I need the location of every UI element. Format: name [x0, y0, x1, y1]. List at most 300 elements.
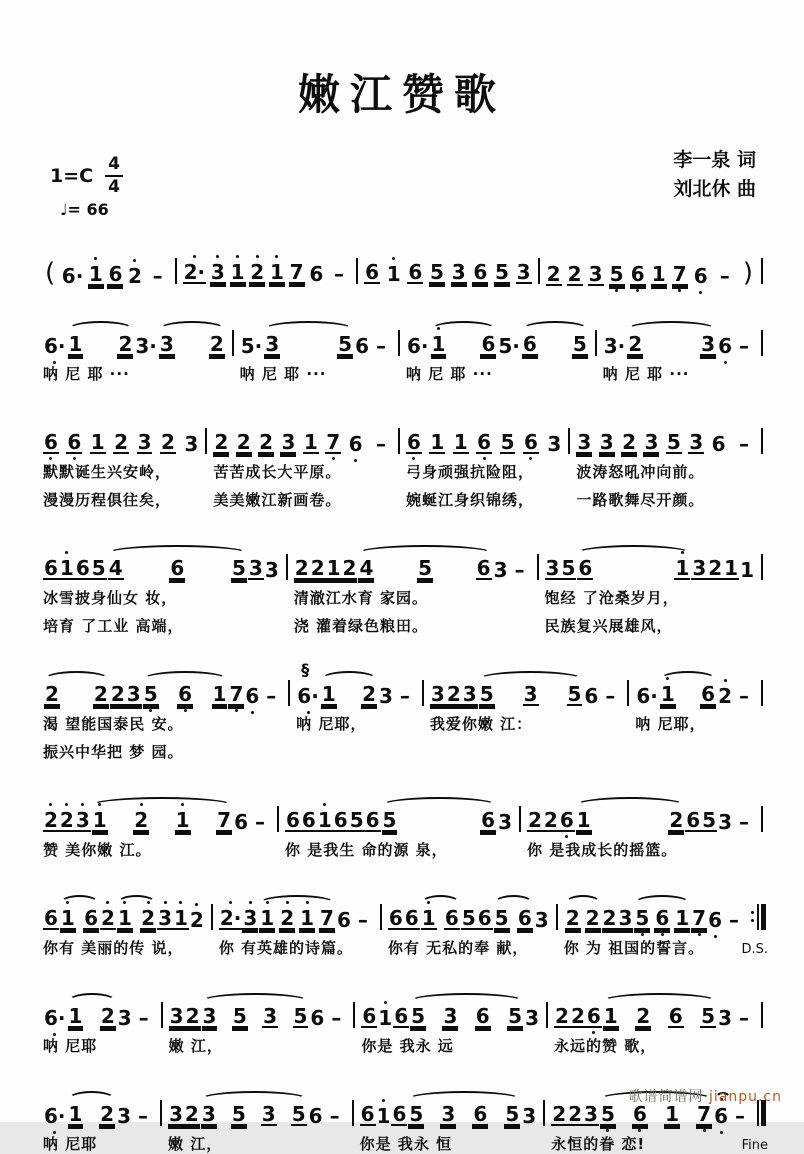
note: 1 [430, 430, 445, 454]
note: 6 [362, 1004, 377, 1028]
note: 3 [261, 1102, 276, 1126]
note: 2 [555, 1004, 569, 1028]
note: 2 [100, 1102, 115, 1126]
barline [761, 258, 763, 284]
notation-system [40, 414, 766, 510]
dash-note: – [729, 908, 739, 932]
slur-arc [478, 684, 584, 706]
repeat-dots [751, 904, 755, 930]
lyric-line: 渴 望能国泰民 安。 [43, 715, 184, 733]
notes-row [361, 1004, 540, 1028]
note: 6· [43, 1008, 67, 1028]
note: 5 [609, 264, 625, 286]
note: 4 [359, 556, 374, 580]
octave-dot-above [286, 901, 289, 904]
note: 6 [177, 684, 193, 706]
notes-row [285, 808, 513, 832]
octave-dot-below [638, 1129, 641, 1132]
note: 3 [577, 430, 592, 454]
tempo-marking [60, 200, 109, 219]
note: 2· [183, 262, 207, 284]
barline [398, 428, 400, 454]
note: 3 [493, 558, 508, 582]
note: 3 [692, 556, 707, 580]
note: 6 [473, 260, 488, 284]
note: 2 [110, 682, 125, 706]
lyric-line: 呐 尼耶， [296, 715, 367, 733]
barline [353, 1002, 355, 1028]
notes-row [169, 1004, 348, 1028]
note: 2 [184, 1102, 199, 1126]
lyric-line: 漫漫历程俱往矣， [43, 491, 172, 509]
lyric-line: 一路歌舞尽开颜。 [576, 491, 705, 509]
note: 1 [299, 908, 315, 930]
note: 2 [446, 682, 461, 706]
octave-dot-below [73, 457, 76, 460]
octave-dot-above [266, 901, 269, 904]
octave-dot-below [720, 1131, 723, 1134]
dash-note: – [738, 684, 749, 708]
note: 7 [320, 906, 334, 930]
octave-dot-above [427, 901, 430, 904]
note: 4 [108, 556, 123, 580]
slur-arc [142, 684, 229, 706]
octave-dot-below [606, 1129, 609, 1132]
note: 7 [696, 1104, 712, 1126]
note: 1 [173, 908, 189, 930]
barline [211, 904, 213, 930]
measure [573, 414, 758, 510]
note: 1 [660, 684, 676, 706]
note: 1 [740, 558, 754, 582]
note: 3 [202, 1004, 217, 1028]
note: 3 [201, 1102, 216, 1126]
note: 6 [286, 808, 300, 832]
note: 3 [248, 556, 263, 580]
octave-dot-below [565, 835, 568, 838]
octave-dot-below [332, 457, 335, 460]
note: 6 [578, 556, 593, 580]
slur-arc [659, 684, 717, 706]
octave-dot-above [140, 803, 143, 806]
slur-arc [602, 1006, 717, 1028]
note: 6· [43, 336, 67, 356]
octave-dot-above [437, 327, 440, 330]
meter-numerator: 4 [105, 156, 123, 177]
note: 2 [189, 910, 205, 930]
dash-note: – [331, 1006, 342, 1030]
note: 6 [408, 260, 423, 284]
barline [286, 554, 288, 580]
note: 5 [349, 808, 364, 832]
note: 1 [376, 1106, 392, 1126]
barline [546, 1002, 548, 1028]
measure [293, 660, 419, 734]
dash-note: – [334, 262, 345, 286]
note: 5 [232, 1004, 247, 1028]
note: 1 [675, 906, 690, 930]
note: 5 [479, 682, 494, 706]
note: 3 [644, 430, 659, 454]
note: 5 [500, 430, 515, 454]
lyric-line: 呐 尼 耶 ··· [43, 365, 130, 383]
note: 5· [498, 334, 520, 358]
note: 6 [559, 810, 575, 832]
note: 2 [362, 682, 376, 706]
note: 5 [382, 808, 397, 832]
note: 2 [628, 332, 643, 356]
lyric-line: 你有 无私的奉 献， [387, 939, 529, 957]
barline [568, 428, 570, 454]
slur-arc [626, 334, 717, 356]
measure [237, 316, 395, 384]
note: 2 [565, 906, 580, 930]
note: 1 [68, 332, 83, 356]
octave-dot-above [94, 257, 97, 260]
barline [761, 806, 763, 832]
measure [216, 890, 377, 958]
note: 2 [552, 1102, 567, 1126]
slur-arc [67, 1104, 117, 1126]
note: 6 [108, 262, 123, 286]
note: 3 [547, 432, 562, 456]
octave-dot-above [229, 901, 232, 904]
note: 3 [169, 1004, 184, 1028]
meter-denominator: 4 [108, 177, 120, 197]
note: 6· [636, 684, 658, 708]
note: 5 [411, 1004, 426, 1028]
barline [398, 330, 400, 356]
measure [210, 414, 395, 510]
slur-arc [67, 1006, 117, 1028]
note: 2 [310, 556, 325, 580]
measure [427, 666, 624, 734]
slur-arc [59, 908, 100, 930]
note: 3· [603, 334, 626, 358]
note: 5 [494, 906, 509, 930]
note: 6 [244, 686, 260, 706]
lyric-line: 呐 尼耶， [635, 715, 706, 733]
note: 3 [718, 1006, 733, 1030]
octave-dot-below [149, 709, 152, 712]
note: 6· [296, 686, 320, 706]
note: 5 [701, 1004, 716, 1028]
note: 3 [588, 262, 603, 286]
note: 5 [461, 906, 476, 930]
note: 6 [711, 432, 726, 456]
measure [166, 988, 351, 1056]
key-label: 1=C [50, 165, 94, 187]
note: 5 [567, 682, 582, 706]
note: 7 [217, 808, 232, 832]
note: 2 [100, 1004, 115, 1028]
notes-row [576, 430, 755, 454]
octave-dot-below [724, 361, 727, 364]
note: 2 [708, 556, 723, 580]
notes-row [635, 682, 755, 706]
notes-row [545, 556, 755, 580]
notes-row [554, 1004, 755, 1028]
notes-row [183, 260, 351, 284]
score-header [50, 149, 760, 230]
note: 2 [717, 686, 733, 706]
octave-dot-above [256, 255, 259, 258]
note: 3 [242, 908, 258, 930]
note: 6 [707, 910, 723, 930]
note: 2 [622, 430, 636, 454]
lyric-line: 呐 尼 耶 ··· [602, 365, 690, 383]
note: 5 [508, 1004, 523, 1028]
dash-note: – [375, 432, 386, 456]
octave-dot-above [236, 255, 239, 258]
measure [403, 414, 565, 510]
note: 3 [75, 810, 91, 832]
note: 2 [59, 810, 75, 832]
quarter-note-icon: ♩ [60, 200, 68, 219]
note: 3 [159, 332, 174, 356]
notes-row [43, 260, 169, 286]
barline [595, 330, 597, 356]
notes-row [43, 682, 282, 706]
measure [40, 988, 158, 1056]
note: 5 [418, 556, 432, 580]
watermark-site-name: 歌谱简谱网 [628, 1089, 704, 1105]
notes-row [219, 906, 374, 930]
note: 2 [249, 262, 265, 284]
notes-row [364, 260, 532, 284]
note: 5 [232, 556, 246, 580]
lyric-line: 你有 美丽的传 说， [43, 939, 184, 957]
dash-note: – [738, 432, 749, 456]
note: 3 [523, 682, 538, 706]
slur-arc [43, 684, 110, 706]
note: 1 [175, 810, 191, 832]
note: 6 [44, 556, 58, 580]
note: 6· [43, 1106, 67, 1126]
note: 3 [117, 1104, 131, 1128]
octave-dot-below [49, 457, 52, 460]
octave-dot-above [681, 551, 684, 554]
measure [357, 1086, 541, 1154]
barline [761, 554, 763, 580]
octave-dot-above [666, 677, 669, 680]
dash-note: – [152, 264, 163, 288]
note: 1 [90, 430, 105, 454]
measure [180, 244, 354, 284]
note: 1 [576, 808, 591, 832]
note: 1 [68, 1004, 83, 1028]
lyric-line: 冰雪披身仙女 妆， [43, 589, 178, 607]
slur-arc [158, 334, 226, 356]
note: 1 [386, 264, 402, 284]
note: 1 [212, 682, 227, 706]
slur-arc [599, 1104, 713, 1126]
barline [380, 904, 382, 930]
dash-note: – [138, 1104, 148, 1128]
octave-dot-below [699, 291, 702, 294]
octave-dot-above [724, 679, 727, 682]
barline [422, 680, 424, 706]
measure [632, 666, 758, 734]
dash-note: – [605, 684, 616, 708]
octave-dot-below [592, 1031, 595, 1034]
note: 2 [118, 332, 133, 356]
octave-dot-below [251, 711, 254, 714]
note: 1 [117, 908, 133, 930]
end-label: D.S. [741, 942, 768, 957]
lyric-line: 浇 灌着绿色粮田。 [293, 617, 428, 635]
note: 3 [443, 1004, 458, 1028]
note: 6 [348, 434, 364, 454]
measure [40, 244, 172, 286]
note: 5 [409, 1102, 424, 1126]
note: 6 [75, 556, 90, 580]
note: 6 [475, 1004, 490, 1028]
notes-row [43, 1004, 155, 1028]
score [40, 244, 766, 1154]
note: 1 [377, 1008, 393, 1028]
thick-bar [761, 904, 766, 930]
note: 3 [441, 1102, 456, 1126]
measure [361, 244, 535, 284]
notes-row [43, 906, 205, 930]
octave-dot-above [98, 803, 101, 806]
note: 1 [431, 334, 447, 356]
note: 5 [430, 260, 444, 284]
dash-note: – [739, 334, 749, 358]
octave-dot-above [66, 901, 69, 904]
note: 2 [140, 908, 156, 930]
barline [232, 330, 234, 356]
note: 3 [184, 432, 199, 456]
measure [40, 666, 285, 762]
note: 1 [269, 262, 285, 284]
notes-row [43, 556, 280, 580]
note: 2 [585, 906, 600, 930]
note: 6 [388, 906, 403, 930]
note: 2 [209, 332, 224, 356]
dash-note: – [255, 810, 265, 834]
slur-arc [576, 558, 691, 580]
note: 5 [293, 1004, 308, 1028]
note: 2 [543, 808, 558, 832]
notation-system [40, 890, 766, 958]
note: 2 [133, 810, 149, 832]
note: 3· [135, 334, 157, 358]
note: 2 [546, 262, 561, 286]
note: 3 [525, 1006, 540, 1030]
note: 6 [584, 684, 599, 708]
note: 1 [68, 1102, 83, 1126]
note: 5 [231, 1102, 246, 1126]
lyric-line: 呐 尼耶 [43, 1135, 98, 1153]
note: 6 [406, 432, 422, 454]
note: 6· [61, 264, 84, 288]
note: 6 [310, 1006, 325, 1030]
notation-system [40, 244, 766, 286]
octave-dot-above [133, 259, 136, 262]
note: 1 [326, 556, 341, 580]
note: 6 [84, 906, 99, 930]
octave-dot-below [678, 289, 681, 292]
octave-dot-above [106, 901, 109, 904]
octave-dot-below [235, 709, 238, 712]
lyric-line: 培育 了工业 高端， [43, 617, 184, 635]
octave-dot-above [147, 901, 150, 904]
dash-note: – [376, 334, 386, 358]
note: 6 [336, 908, 351, 932]
barline [356, 258, 358, 284]
slur-arc [357, 558, 492, 580]
measure [551, 988, 758, 1056]
lyric-line: 清澈江水育 家园。 [293, 589, 428, 607]
note: 2 [45, 682, 59, 706]
barline [161, 1002, 163, 1028]
octave-dot-below [307, 711, 310, 714]
octave-dot-above [181, 803, 184, 806]
measure [40, 540, 283, 636]
barline [761, 1002, 763, 1028]
octave-dot-above [193, 255, 196, 258]
note: 6 [517, 906, 532, 930]
barline [537, 554, 539, 580]
notes-row [406, 332, 589, 356]
barline [761, 680, 763, 706]
note: 5 [634, 908, 650, 930]
octave-dot-above [275, 255, 278, 258]
notes-row [43, 430, 199, 454]
notes-row [296, 682, 416, 706]
measure [542, 540, 758, 636]
note: 3 [157, 908, 173, 930]
note: 6 [170, 556, 185, 580]
note: 2 [570, 1004, 585, 1028]
octave-dot-above [249, 901, 252, 904]
lyricist-credit: 李一泉 词 [673, 149, 756, 171]
dash-note: – [514, 558, 525, 582]
lyric-line: 弓身顽强抗险阻， [406, 463, 535, 481]
lyric-line: 嫩 江， [168, 1135, 223, 1153]
note: 5 [91, 556, 106, 580]
notation-system [40, 540, 766, 636]
measure [40, 414, 202, 510]
composer-credit: 刘北休 曲 [673, 178, 756, 201]
notes-row [240, 332, 392, 356]
notation-system [40, 988, 766, 1056]
note: 6 [404, 906, 419, 930]
dash-note: – [719, 264, 730, 288]
slur-arc [409, 1006, 524, 1028]
octave-dot-above [179, 901, 182, 904]
note: 1 [674, 558, 690, 580]
note: 3 [137, 430, 152, 454]
slur-arc [200, 1104, 308, 1126]
lyric-line: 你 是我生 命的源 泉， [285, 841, 448, 859]
slur-arc [91, 810, 233, 832]
barline [519, 806, 521, 832]
note: 3 [545, 556, 560, 580]
lyric-line: 默默诞生兴安岭， [43, 463, 172, 481]
note: 6 [365, 808, 380, 832]
measure [561, 890, 748, 958]
note: 2 [528, 808, 542, 832]
measure [165, 1086, 349, 1154]
note: 1 [303, 430, 318, 454]
lyric-line: 永恒的眷 恋! [551, 1135, 646, 1153]
lyric-line: 呐 尼 耶 ··· [406, 365, 493, 383]
slur-arc [407, 1104, 521, 1126]
note: 3 [498, 810, 512, 834]
